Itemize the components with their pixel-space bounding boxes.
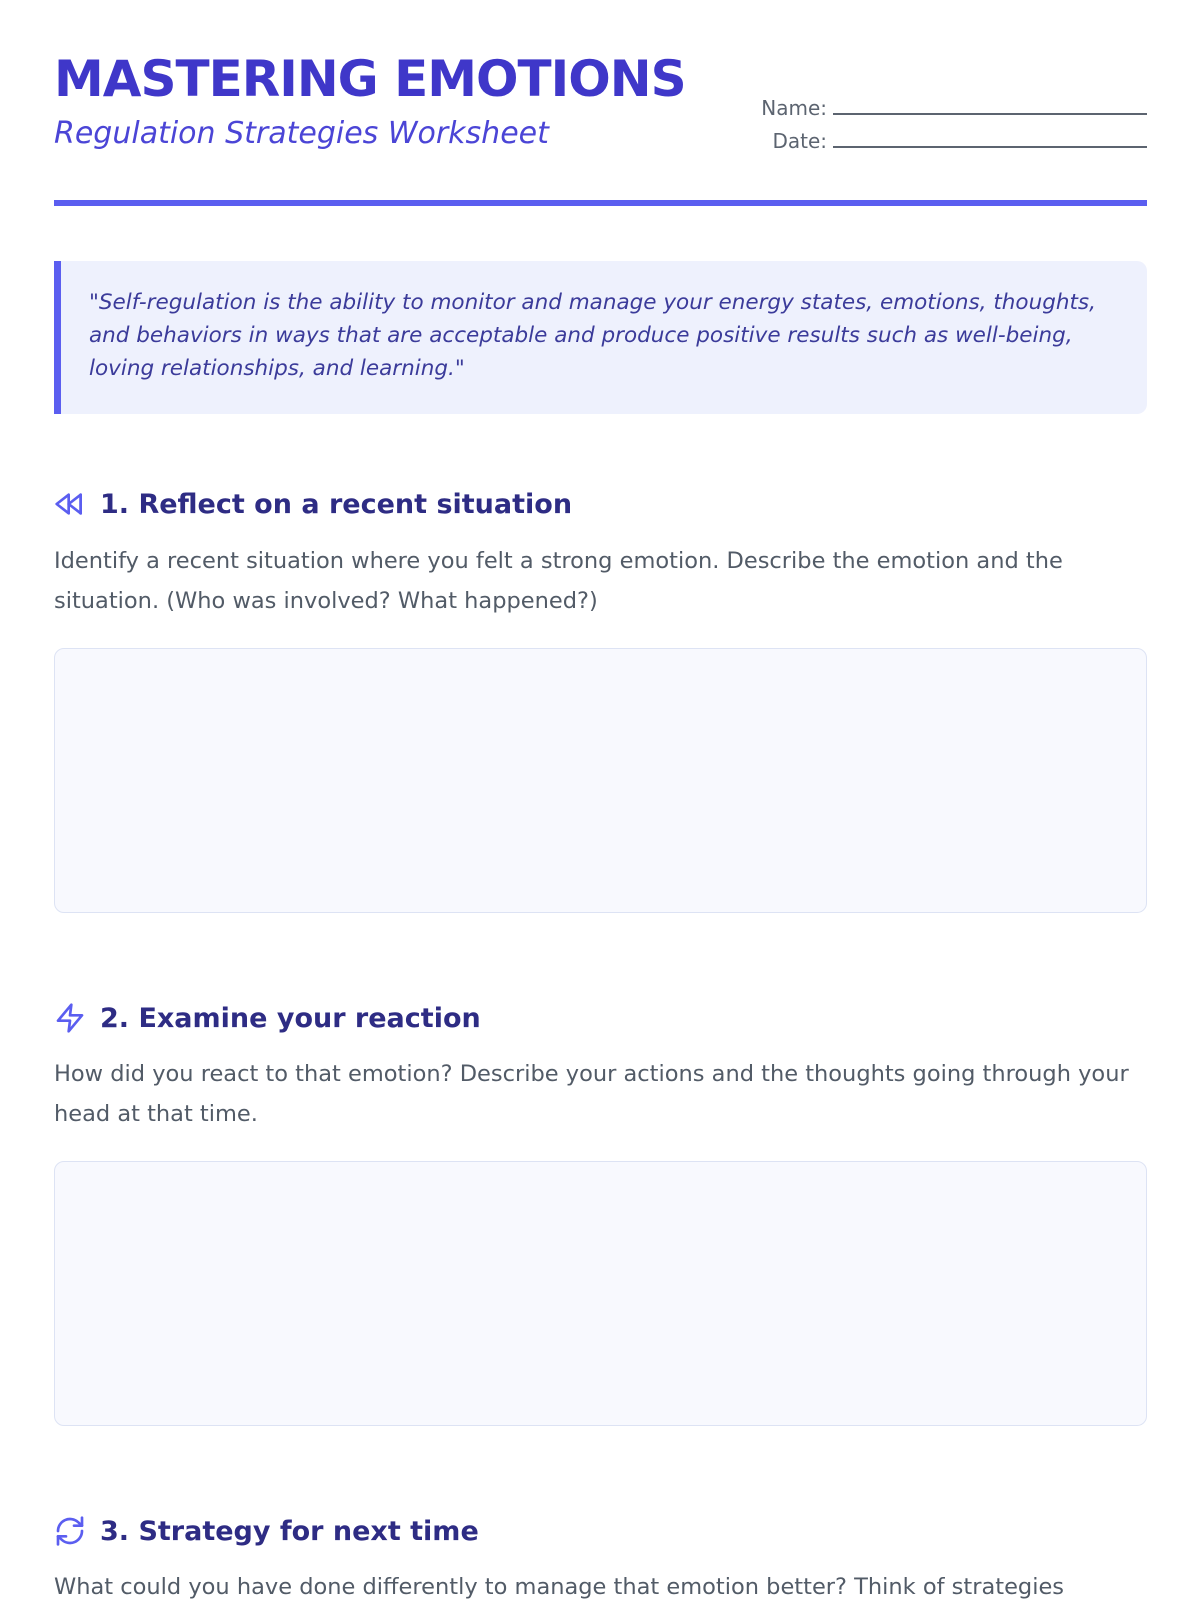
section-3-title: 3. Strategy for next time	[100, 1515, 479, 1547]
lightning-icon	[54, 1002, 86, 1034]
worksheet-header	[54, 48, 1147, 158]
section-1-heading	[54, 484, 572, 524]
date-label: Date:	[772, 129, 827, 153]
section-2-title: 2. Examine your reaction	[100, 1002, 481, 1034]
section-1-title: 1. Reflect on a recent situation	[100, 488, 573, 520]
section-2-description: How did you react to that emotion? Describe your actions and the thoughts going through your head at that time.	[54, 1061, 1129, 1127]
section-3-heading	[54, 1511, 479, 1551]
date-field[interactable]	[833, 128, 1147, 148]
name-row	[761, 92, 1147, 125]
section-1-description: Identify a recent situation where you felt a strong emotion. Describe the emotion and the situation. (Who was involved? What happened?)	[54, 548, 1063, 614]
header-divider	[54, 200, 1147, 206]
quote-text: "Self-regulation is the ability to monitor and manage your energy states, emotions, thoughts, and behaviors in ways that are acceptable and produce positive results such as well-being, loving relationships, and learning."	[89, 290, 1096, 381]
name-date-fields	[761, 92, 1147, 158]
section-1-answer-box[interactable]	[54, 648, 1147, 913]
section-3-description: What could you have done differently to manage that emotion better? Think of strategies	[54, 1574, 1065, 1600]
date-row	[761, 125, 1147, 158]
section-2-answer-box[interactable]	[54, 1161, 1147, 1426]
refresh-icon	[54, 1515, 86, 1547]
section-2-heading	[54, 998, 481, 1038]
page-title: MASTERING EMOTIONS	[54, 50, 686, 108]
name-label: Name:	[761, 96, 827, 120]
quote-box	[54, 261, 1147, 414]
name-field[interactable]	[833, 95, 1147, 115]
rewind-icon	[54, 488, 86, 520]
page-subtitle: Regulation Strategies Worksheet	[54, 116, 549, 151]
